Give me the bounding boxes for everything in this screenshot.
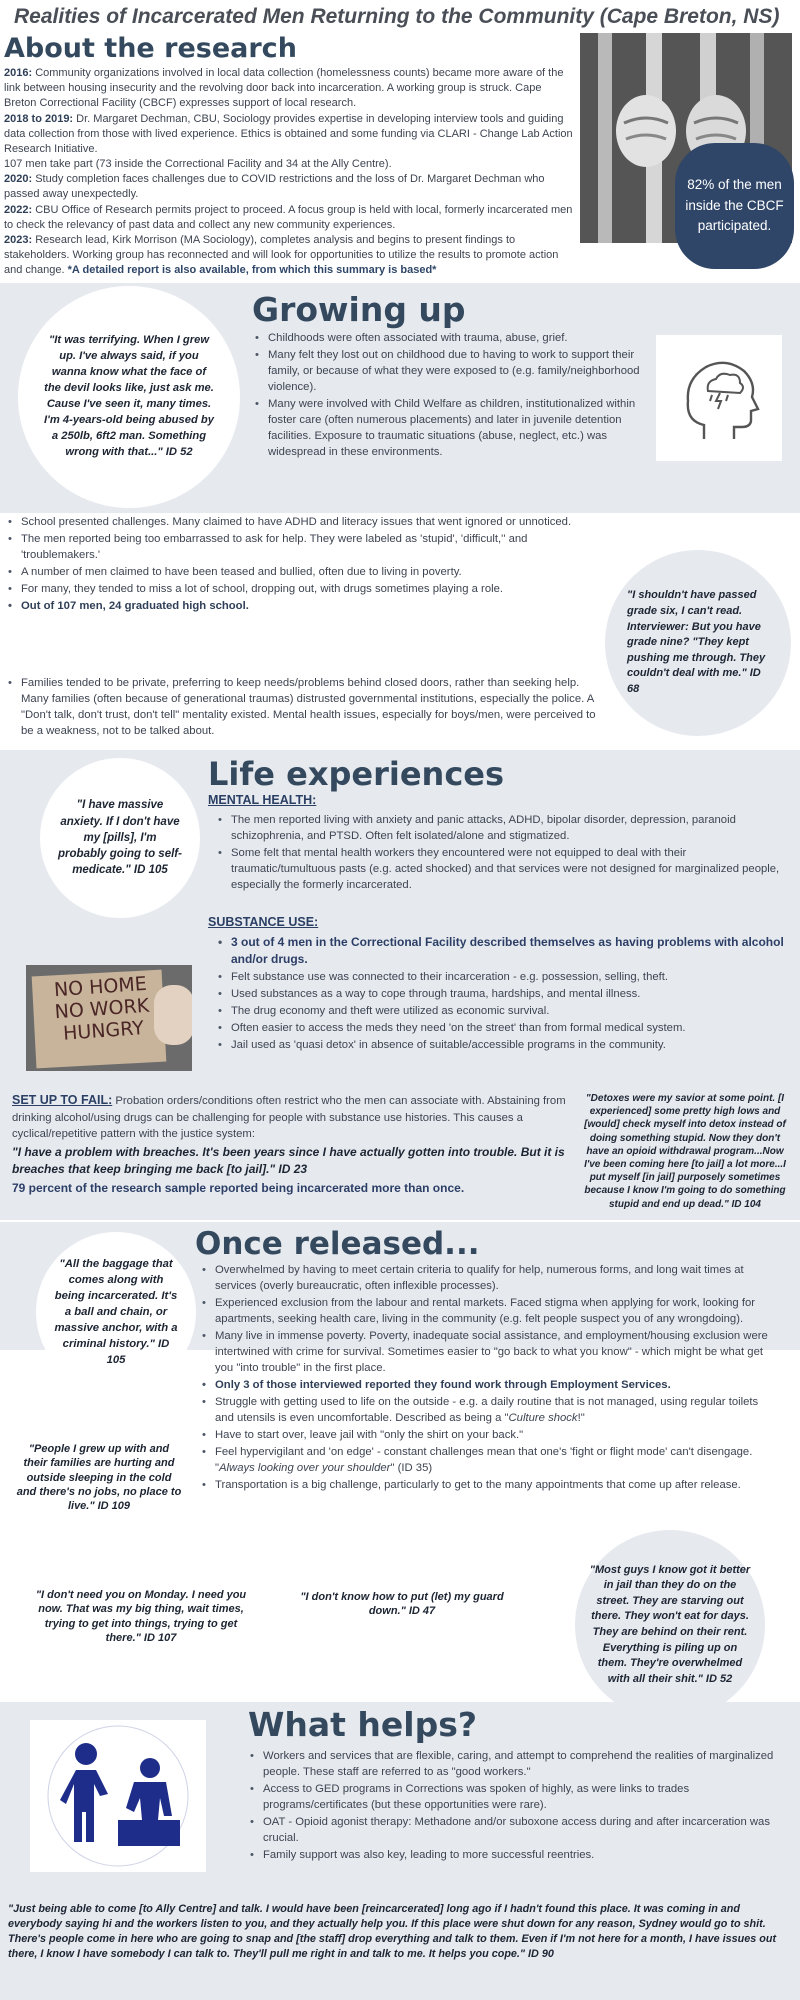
list-item: • School presented challenges. Many claimed to have ADHD and literacy issues that went ignored or unnoticed. [6, 514, 606, 530]
head-storm-icon [656, 335, 782, 461]
mental-health-bullets [216, 812, 794, 894]
about-entry: 2023: Research lead, Kirk Morrison (MA Sociology), completes analysis and begins to present findings to stakeholders. Working group has reconnected and will look for opportunities to utilize the results to promote action and change. *A detailed report is also available, from which this summary is based* [4, 233, 559, 277]
list-item: • For many, they tended to miss a lot of school, dropping out, with drugs sometimes playing a role. [6, 581, 606, 597]
detox-quote: "Detoxes were my savior at some point. [I experienced] some pretty high lows and [would] check myself into detox instead of doing something stupid. Now they don't have an opioid withdrawal program...Now I've been coming here [to jail] a lot more...I put myself [in jail] purposely sometimes because I know I'm going to do something stupid and end up dead." ID 104 [584, 1093, 786, 1210]
breaches-quote: "I have a problem with breaches. It's been years since I have actually gotten into trouble. But it is breaches that keep bringing me back [to jail]." ID 23 [12, 1144, 565, 1176]
about-entry: 2018 to 2019: Dr. Margaret Dechman, CBU, Sociology provides expertise in developing interview tools and guiding data collection from those with lived experience. Ethics is obtained and some funding via CLARI - Change Lab Action Research Initiative. [4, 112, 573, 155]
list-item: • Families tended to be private, preferring to keep needs/problems behind closed doors, rather than seeking help. Many families (often because of generational traumas) distrusted governmental institutions, especially the police. A "Don't talk, don't trust, don't tell" mentality existed. Mental health issues, especially for boys/men, were perceived to be a weakness, not to be talked about. [6, 675, 606, 739]
list-item: • Transportation is a big challenge, particularly to get to the many appointments that come up after release. [200, 1477, 778, 1493]
list-item: • OAT - Opioid agonist therapy: Methadone and/or suboxone access during and after incarceration was crucial. [248, 1814, 778, 1846]
growing-up-quote: "It was terrifying. When I grew up. I've always said, if you wanna know what the face of the devil looks like, just ask me. Cause I've seen it, many times. I'm 4-years-old being abused by a 250lb, 6ft2 man. Something wrong with that..." ID 52 [18, 286, 240, 508]
list-item: • Childhoods were often associated with trauma, abuse, grief. [253, 330, 653, 346]
reincarceration-stat: 79 percent of the research sample reported being incarcerated more than once. [12, 1180, 465, 1195]
ally-centre-quote: "Just being able to come [to Ally Centre] and talk. I would have been [reincarcerated] long ago if I hadn't found this place. It was coming in and everybody saying hi and the workers listen to you, and they actually help you. If this place were shut down for any reason, Sydney would go to shit. There's people come in here who are going to snap and [the staff] drop everything and talk to them. Even if I'm not here for a month, I have issues out there, I know I have somebody I can talk to. They'll pull me right in and talk to me. It helps you cope." ID 90 [8, 1903, 777, 1961]
list-item: • The men reported living with anxiety and panic attacks, ADHD, bipolar disorder, depression, paranoid schizophrenia, and PTSD. Often felt isolated/alone and stigmatized. [216, 812, 794, 844]
list-item: • Feel hypervigilant and 'on edge' - constant challenges mean that one's 'fight or flight mode' can't disengage. "Always looking over your shoulder" (ID 35) [200, 1444, 778, 1476]
list-item: • Often easier to access the meds they need 'on the street' than from formal medical system. [216, 1020, 796, 1036]
list-item: • The men reported being too embarrassed to ask for help. They were labeled as 'stupid', 'difficult,'' and 'troublemakers.' [6, 531, 606, 563]
school-bullets [6, 514, 606, 615]
list-item: • The drug economy and theft were utilized as economic survival. [216, 1003, 796, 1019]
once-released-heading: Once released... [195, 1226, 480, 1262]
life-experiences-heading: Life experiences [208, 755, 505, 793]
about-entry: 107 men take part (73 inside the Correctional Facility and 34 at the Ally Centre). [4, 158, 392, 171]
list-item: • Workers and services that are flexible, caring, and attempt to comprehend the realities of marginalized people. These staff are referred to as "good workers." [248, 1748, 778, 1780]
list-item: • Many live in immense poverty. Poverty, inadequate social assistance, and employment/housing exclusion were intertwined with crime for survival. Sometimes easier to "go back to what you know" - which might be what get you "into trouble" in the first place. [200, 1328, 778, 1376]
about-timeline [4, 66, 576, 278]
about-heading: About the research [4, 33, 297, 64]
about-entry: 2022: CBU Office of Research permits project to proceed. A focus group is held with local, formerly incarcerated men to check the relevancy of past data and collect any new community experiences. [4, 203, 573, 231]
once-released-bullets [200, 1262, 778, 1494]
school-stat: • Out of 107 men, 24 graduated high school. [6, 598, 606, 614]
sign-line: NO HOME [53, 972, 148, 1002]
list-item: • Felt substance use was connected to their incarceration - e.g. possession, selling, theft. [216, 969, 796, 985]
substance-use-label: SUBSTANCE USE: [208, 915, 319, 929]
guard-down-quote: "I don't know how to put (let) my guard down." ID 47 [300, 1591, 504, 1618]
list-item: • A number of men claimed to have been teased and bullied, often due to living in poverty. [6, 564, 606, 580]
sign-line: HUNGRY [62, 1016, 145, 1045]
list-item: • Jail used as 'quasi detox' in absence of suitable/accessible programs in the community. [216, 1037, 796, 1053]
anxiety-quote: "I have massive anxiety. If I don't have my [pills], I'm probably going to self-medicate." ID 105 [40, 758, 200, 918]
set-up-to-fail-label: SET UP TO FAIL: [12, 1093, 113, 1107]
mental-health-label: MENTAL HEALTH: [208, 793, 317, 807]
participation-badge: 82% of the men inside the CBCF participated. [675, 143, 794, 269]
list-item: • Used substances as a way to cope through trauma, hardships, and mental illness. [216, 986, 796, 1002]
monday-quote: "I don't need you on Monday. I need you now. That was my big thing, wait times, trying to get into things, trying to get there." ID 107 [35, 1589, 247, 1644]
list-item: • Access to GED programs in Corrections was spoken of highly, as were links to trades programs/certificates (but these opportunities were rare). [248, 1781, 778, 1813]
list-item: • Some felt that mental health workers they encountered were not equipped to deal with their traumatic/tumultuous pasts (e.g. acted shocked) and that services were not designed for marginalized people, especially the formerly incarcerated. [216, 845, 794, 893]
grew-up-quote: "People I grew up with and their families are hurting and outside sleeping in the cold and there's no jobs, no place to live." ID 109 [16, 1443, 182, 1513]
growing-up-bullets [253, 330, 653, 461]
school-quote: "I shouldn't have passed grade six, I can't read. Interviewer: But you have grade nine? "They kept pushing me through. They couldn't deal with me." ID 68 [605, 550, 791, 736]
substance-use-bullets [216, 934, 796, 1054]
employment-stat: • Only 3 of those interviewed reported they found work through Employment Services. [200, 1377, 778, 1393]
helping-hand-icon [30, 1720, 206, 1872]
list-item: • Have to start over, leave jail with "only the shirt on your back." [200, 1427, 778, 1443]
better-in-jail-quote: "Most guys I know got it better in jail than they do on the street. They are starving out there. They won't eat for days. They are behind on their rent. Everything is piling up on them. They're overwhelmed with all their shit." ID 52 [575, 1530, 765, 1720]
what-helps-heading: What helps? [248, 1705, 478, 1744]
list-item: • Many felt they lost out on childhood due to having to work to support their family, or because of what they were exposed to (e.g. family/neighborhood violence). [253, 347, 653, 395]
set-up-to-fail [12, 1092, 572, 1197]
list-item: • Struggle with getting used to life on the outside - e.g. a daily routine that is not managed, using regular toilets and utensils is even uncomfortable. Described as being a "Culture shock!" [200, 1394, 778, 1426]
cardboard-sign-photo [26, 965, 192, 1071]
list-item: • Experienced exclusion from the labour and rental markets. Faced stigma when applying for work, looking for apartments, seeking health care, living in the community (e.g. felt people suspect you of any wrongdoing). [200, 1295, 778, 1327]
list-item: • Overwhelmed by having to meet certain criteria to qualify for help, numerous forms, and long wait times at services (overly bureaucratic, often inflexible processes). [200, 1262, 778, 1294]
what-helps-bullets [248, 1748, 778, 1864]
list-item: • Many were involved with Child Welfare as children, institutionalized within foster care (often numerous placements) and later in juvenile detention facilities. Exposure to traumatic situations (abuse, neglect, etc.) was widespread in these environments. [253, 396, 653, 460]
substance-stat: • 3 out of 4 men in the Correctional Facility described themselves as having problems with alcohol and/or drugs. [216, 934, 796, 968]
about-entry: 2020: Study completion faces challenges due to COVID restrictions and the loss of Dr. Margaret Dechman who passed away unexpectedly. [4, 173, 545, 201]
about-entry: 2016: Community organizations involved in local data collection (homelessness counts) became more aware of the link between housing insecurity and the revolving door back into incarceration. A working group is struck. Cape Breton Correctional Facility (CBCF) expresses support of local research. [4, 67, 564, 110]
growing-up-heading: Growing up [252, 290, 466, 329]
page-title: Realities of Incarcerated Men Returning to the Community (Cape Breton, NS) [14, 5, 780, 28]
list-item: • Family support was also key, leading to more successful reentries. [248, 1847, 778, 1863]
set-up-to-fail-text: Probation orders/conditions often restrict who the men can associate with. Abstaining from drinking alcohol/using drugs can be challenging for people with substance use histories. This causes a cyclical/repetitive pattern with the justice system: [12, 1095, 566, 1140]
sign-line: NO WORK [53, 994, 150, 1024]
baggage-quote: "All the baggage that comes along with being incarcerated. It's a ball and chain, or massive anchor, with a criminal history." ID 105 [36, 1232, 196, 1392]
family-bullets [6, 675, 606, 740]
